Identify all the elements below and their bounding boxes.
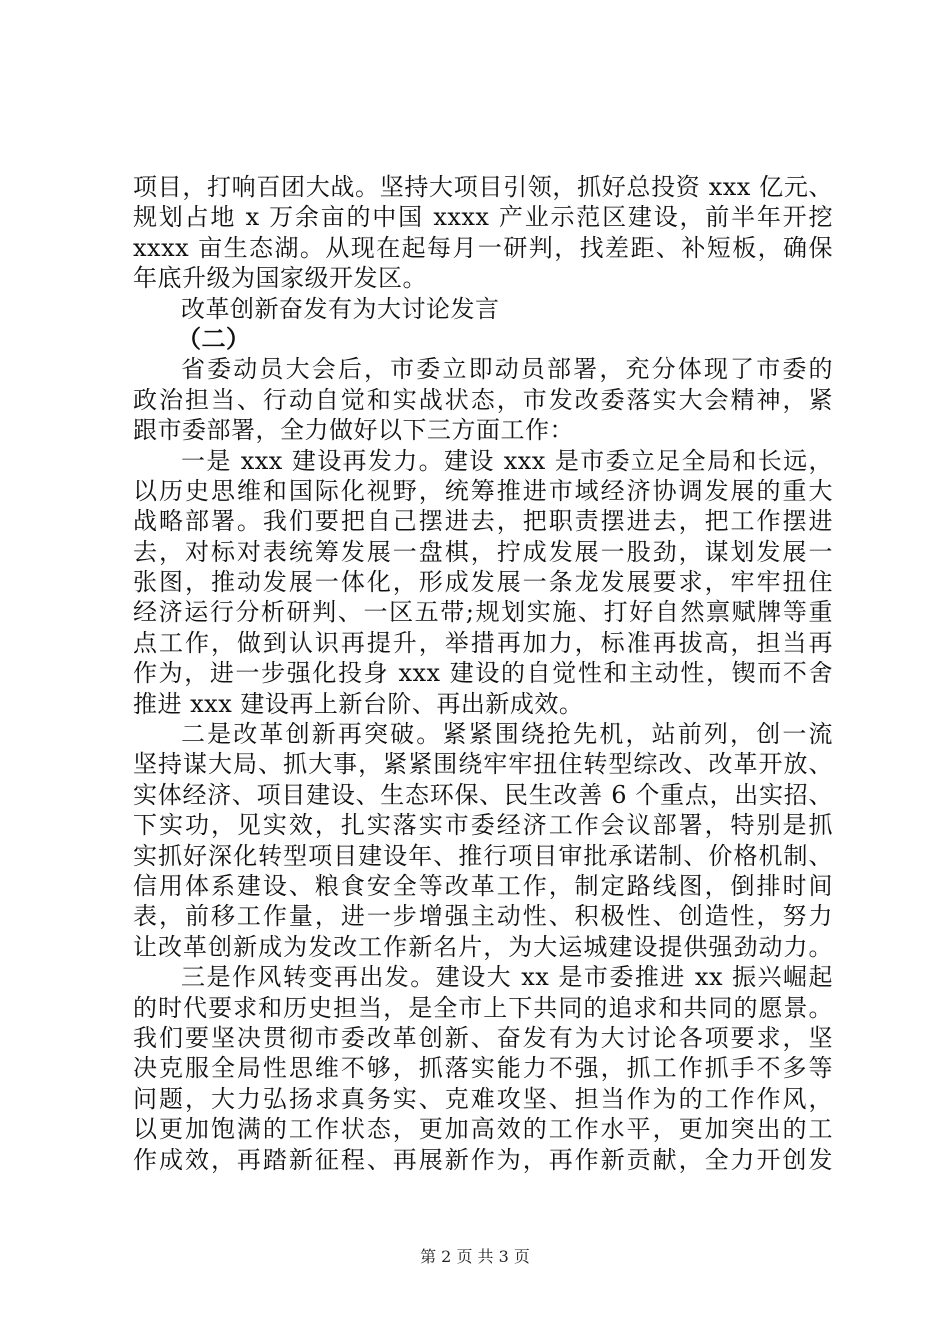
paragraph-4 xyxy=(133,719,833,962)
text-line: 年底升级为国家级开发区。 xyxy=(133,264,427,293)
paragraph-3 xyxy=(133,446,833,720)
text-line: 政治担当、行动自觉和实战状态，市发改委落实大会精神，紧 xyxy=(133,385,833,414)
text-line: 决克服全局性思维不够，抓落实能力不强，抓工作抓手不多等 xyxy=(133,1054,833,1083)
text-line: 表，前移工作量，进一步增强主动性、积极性、创造性，努力 xyxy=(133,902,833,931)
text-line: 点工作，做到认识再提升，举措再加力，标准再拔高，担当再 xyxy=(133,628,833,657)
text-line: 跟市委部署，全力做好以下三方面工作： xyxy=(133,416,574,445)
page-number-footer: 第 2 页 共 3 页 xyxy=(420,1247,530,1266)
text-line: 让改革创新成为发改工作新名片，为大运城建设提供强劲动力。 xyxy=(133,932,833,961)
text-line: 张图，推动发展一体化，形成发展一条龙发展要求，牢牢扭住 xyxy=(133,568,833,597)
text-line: 以更加饱满的工作状态，更加高效的工作水平，更加突出的工 xyxy=(133,1115,833,1144)
paragraph-5 xyxy=(133,962,833,1175)
text-line: xxxx 亩生态湖。从现在起每月一研判，找差距、补短板，确保 xyxy=(133,233,833,262)
text-line: 我们要坚决贯彻市委改革创新、奋发有为大讨论各项要求，坚 xyxy=(133,1023,833,1052)
text-line: 战略部署。我们要把自己摆进去，把职责摆进去，把工作摆进 xyxy=(133,507,833,536)
paragraph-1 xyxy=(133,172,833,294)
text-line: 实抓好深化转型项目建设年、推行项目审批承诺制、价格机制、 xyxy=(133,841,833,870)
document-subtitle: （二） xyxy=(177,323,251,353)
text-line: 规划占地 x 万余亩的中国 xxxx 产业示范区建设，前半年开挖 xyxy=(133,203,833,232)
text-line: 信用体系建设、粮食安全等改革工作，制定路线图，倒排时间 xyxy=(133,871,833,900)
text-line: 实体经济、项目建设、生态环保、民生改善 6 个重点，出实招、 xyxy=(133,780,833,809)
text-line: 省委动员大会后，市委立即动员部署，充分体现了市委的 xyxy=(181,355,833,384)
text-line: 以历史思维和国际化视野，统筹推进市域经济协调发展的重大 xyxy=(133,476,833,505)
document-body xyxy=(133,172,833,1175)
text-line: 去，对标对表统筹发展一盘棋，拧成发展一股劲，谋划发展一 xyxy=(133,537,833,566)
text-line: 经济运行分析研判、一区五带;规划实施、打好自然禀赋牌等重 xyxy=(133,598,833,627)
text-line: 推进 xxx 建设再上新台阶、再出新成效。 xyxy=(133,689,584,718)
paragraph-2 xyxy=(133,354,833,445)
text-line: 二是改革创新再突破。紧紧围绕抢先机，站前列，创一流 xyxy=(181,720,833,749)
text-line: 一是 xxx 建设再发力。建设 xxx 是市委立足全局和长远， xyxy=(181,446,833,475)
text-line: 三是作风转变再出发。建设大 xx 是市委推进 xx 振兴崛起 xyxy=(181,963,833,992)
text-line: 作成效，再踏新征程、再展新作为，再作新贡献，全力开创发 xyxy=(133,1145,833,1174)
text-line: 问题，大力弘扬求真务实、克难攻坚、担当作为的工作作风， xyxy=(133,1084,833,1113)
text-line: 作为，进一步强化投身 xxx 建设的自觉性和主动性，锲而不舍 xyxy=(133,659,833,688)
text-line: 的时代要求和历史担当，是全市上下共同的追求和共同的愿景。 xyxy=(133,993,833,1022)
text-line: 坚持谋大局、抓大事，紧紧围绕牢牢扭住转型综改、改革开放、 xyxy=(133,750,833,779)
text-line: 项目，打响百团大战。坚持大项目引领，抓好总投资 xxx 亿元、 xyxy=(133,173,833,201)
text-line: 下实功，见实效，扎实落实市委经济工作会议部署，特别是抓 xyxy=(133,811,833,840)
document-title: 改革创新奋发有为大讨论发言 xyxy=(181,294,500,323)
